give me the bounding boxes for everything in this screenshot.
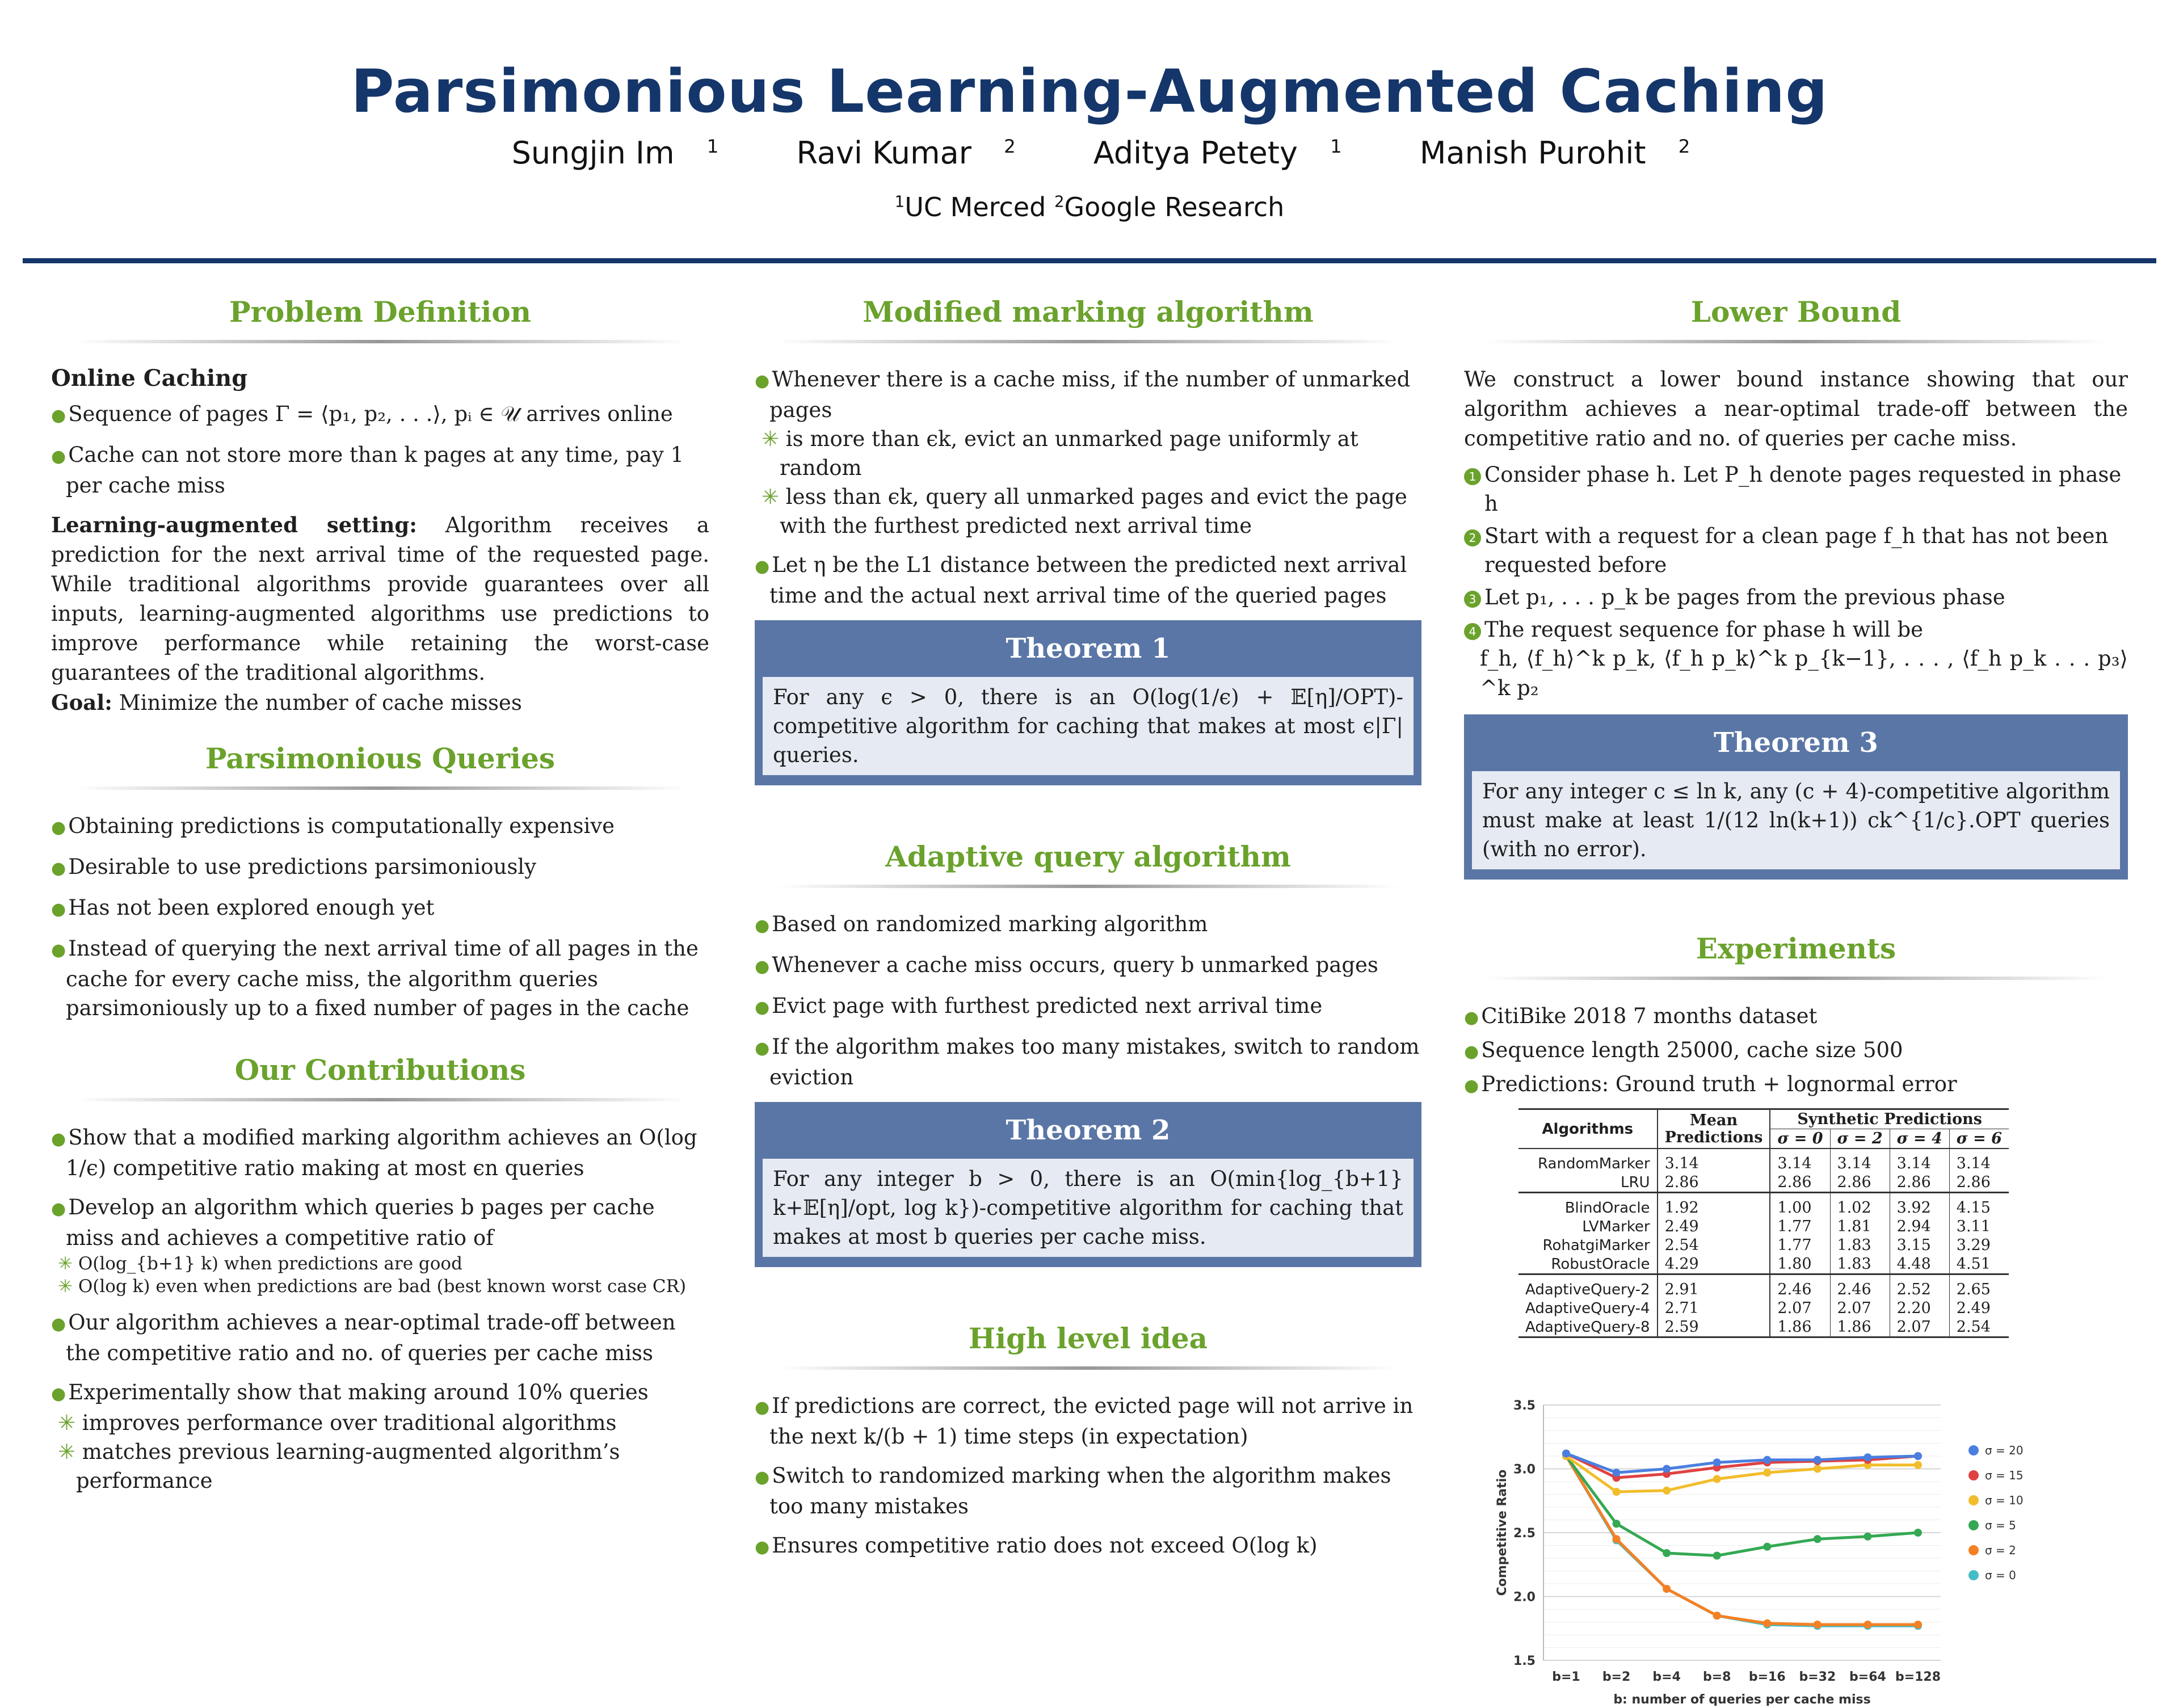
- number-badge: 4: [1464, 623, 1481, 640]
- bullet-list: [51, 1308, 709, 1408]
- table-cell-value: 2.59: [1658, 1318, 1770, 1337]
- legend-label: σ = 20: [1985, 1444, 2024, 1457]
- bullet-icon: ●: [1464, 1008, 1479, 1028]
- data-point: [1914, 1529, 1922, 1537]
- table-cell-value: 2.46: [1830, 1274, 1890, 1299]
- table-cell-value: 1.81: [1830, 1217, 1890, 1236]
- theorem-title: Theorem 3: [1714, 727, 1878, 759]
- section-our-contributions: [51, 1053, 709, 1495]
- data-point: [1713, 1458, 1721, 1466]
- data-point: [1613, 1520, 1621, 1528]
- theorem-title: Theorem 1: [1006, 633, 1171, 664]
- table-row: [1518, 1299, 2009, 1318]
- legend-marker: [1968, 1495, 1979, 1505]
- table-cell-algorithm: BlindOracle: [1518, 1193, 1658, 1218]
- table-cell-value: 2.54: [1658, 1236, 1770, 1255]
- bullet-icon: ●: [51, 1314, 66, 1334]
- asterisk-icon: ✳: [58, 1411, 76, 1435]
- poster-title: Parsimonious Learning-Augmented Caching: [351, 57, 1828, 126]
- list-item: ● Our algorithm achieves a near-optimal trade-off between the competitive ratio and no. of queries per cache miss: [51, 1310, 676, 1365]
- table-cell-value: 2.20: [1890, 1299, 1949, 1318]
- table-cell-value: 2.65: [1956, 1281, 1991, 1298]
- number-badge: 1: [1464, 468, 1481, 485]
- bullet-list: [755, 550, 1421, 610]
- table-row: [1518, 1217, 2009, 1236]
- section-title: Problem Definition: [229, 295, 532, 329]
- table-cell-value: 2.91: [1658, 1274, 1770, 1299]
- table-header: Synthetic Predictions: [1770, 1109, 2009, 1129]
- bullet-list: [51, 1123, 709, 1252]
- theorem-title: Theorem 2: [1006, 1114, 1171, 1146]
- data-point: [1814, 1621, 1822, 1629]
- section-divider: [777, 1366, 1399, 1370]
- bullet-list: [755, 365, 1421, 424]
- author: Manish Purohit $^2$: [1419, 135, 1690, 171]
- x-tick-label: b=2: [1602, 1670, 1631, 1684]
- data-point: [1713, 1552, 1721, 1560]
- list-item: ● Let η be the L1 distance between the predicted next arrival time and the actual next arrival time of the queried pages: [755, 553, 1407, 608]
- data-point: [1713, 1475, 1721, 1483]
- y-tick-label: 2.5: [1513, 1526, 1536, 1541]
- column-left: [51, 295, 709, 1495]
- sub-item: ✳ O(log k) even when predictions are bad (best known worst case CR): [58, 1276, 687, 1297]
- list-item: ● Show that a modified marking algorithm achieves an O(log 1/ϵ) competitive ratio making at most ϵn queries: [51, 1125, 697, 1180]
- data-point: [1763, 1619, 1771, 1627]
- bullet-icon: ●: [51, 859, 66, 878]
- table-cell-algorithm: LRU: [1518, 1173, 1658, 1193]
- data-point: [1914, 1452, 1922, 1460]
- data-point: [1814, 1456, 1822, 1464]
- sub-item: ✳ O(log_{b+1} k) when predictions are good: [58, 1253, 462, 1274]
- sub-item: ✳ improves performance over traditional algorithms: [58, 1411, 617, 1435]
- list-item: ● Obtaining predictions is computationally expensive: [51, 814, 615, 838]
- bullet-icon: ●: [755, 916, 770, 936]
- list-item: ● If the algorithm makes too many mistakes, switch to random eviction: [755, 1034, 1420, 1089]
- table-cell-value: 1.02: [1830, 1193, 1890, 1218]
- subsection-title: Online Caching: [51, 365, 248, 392]
- list-item: ● Experimentally show that making around 10% queries: [51, 1380, 649, 1404]
- list-item: ● Sequence of pages Γ = ⟨p₁, p₂, . . .⟩, pᵢ ∈ 𝒰 arrives online: [51, 402, 673, 426]
- table-cell-value: 3.14: [1658, 1149, 1770, 1173]
- table-cell-value: 3.11: [1956, 1218, 1991, 1235]
- section-high-level-idea: [755, 1322, 1421, 1562]
- data-point: [1713, 1612, 1721, 1619]
- bullet-icon: ●: [51, 1384, 66, 1404]
- numbered-list: [1464, 460, 2128, 644]
- legend-label: σ = 5: [1985, 1518, 2016, 1532]
- table-cell-value: 2.86: [1658, 1173, 1770, 1193]
- competitive-ratio-chart: [1487, 1388, 2105, 1706]
- table-cell-value: 3.14: [1890, 1149, 1949, 1173]
- table-cell-value: 1.77: [1770, 1236, 1830, 1255]
- table-body: [1518, 1149, 2009, 1337]
- bullet-icon: ●: [755, 1398, 770, 1417]
- table-cell-algorithm: LVMarker: [1518, 1217, 1658, 1236]
- data-point: [1863, 1533, 1871, 1541]
- table-cell-algorithm: RohatgiMarker: [1518, 1236, 1658, 1255]
- author-list: [0, 135, 2179, 171]
- table-cell-value: 1.92: [1658, 1193, 1770, 1218]
- number-badge: 2: [1464, 529, 1481, 546]
- table-cell-value: 2.86: [1890, 1173, 1949, 1193]
- results-table-wrapper: [1518, 1108, 2128, 1338]
- table-cell-value: 2.07: [1830, 1299, 1890, 1318]
- section-title: Modified marking algorithm: [863, 295, 1314, 329]
- data-point: [1663, 1549, 1671, 1557]
- table-header: σ = 0: [1770, 1129, 1830, 1149]
- section-divider: [777, 340, 1399, 343]
- table-cell-value: 4.15: [1956, 1199, 1991, 1217]
- bullet-icon: ●: [1464, 1042, 1479, 1062]
- section-title: Adaptive query algorithm: [885, 840, 1291, 873]
- section-title: Experiments: [1696, 932, 1896, 965]
- list-item: ● Ensures competitive ratio does not exceed O(log k): [755, 1533, 1318, 1558]
- table-cell-value: 2.54: [1956, 1318, 1991, 1336]
- paragraph: Goal: Minimize the number of cache misses: [51, 690, 522, 715]
- data-point: [1814, 1465, 1822, 1473]
- table-cell-value: 2.86: [1830, 1173, 1890, 1193]
- asterisk-icon: ✳: [762, 427, 780, 451]
- x-tick-label: b=32: [1799, 1670, 1836, 1684]
- section-title: Our Contributions: [234, 1053, 526, 1087]
- table-row: [1518, 1274, 2009, 1299]
- theorem-body: For any ϵ > 0, there is an O(log(1/ϵ) + 𝔼[η]/OPT)-competitive algorithm for caching that makes at most ϵ|Γ| queries.: [763, 677, 1414, 775]
- section-divider: [1487, 977, 2105, 980]
- table-cell-value: 2.49: [1956, 1299, 1991, 1317]
- table-cell-value: 2.46: [1770, 1274, 1830, 1299]
- data-point: [1863, 1453, 1871, 1461]
- bullet-icon: ●: [755, 1038, 770, 1058]
- table-cell-algorithm: AdaptiveQuery-8: [1518, 1318, 1658, 1337]
- y-tick-label: 3.0: [1513, 1462, 1536, 1477]
- theorem-box: [1464, 714, 2128, 880]
- list-item: ● Whenever a cache miss occurs, query b unmarked pages: [755, 953, 1378, 977]
- x-tick-label: b=4: [1652, 1670, 1681, 1684]
- bullet-icon: ●: [51, 818, 66, 838]
- y-tick-label: 2.0: [1513, 1590, 1536, 1605]
- bullet-list: [1464, 1002, 2128, 1100]
- list-item: ● Evict page with furthest predicted next arrival time: [755, 994, 1323, 1018]
- data-point: [1763, 1456, 1771, 1464]
- asterisk-icon: ✳: [762, 485, 780, 509]
- list-item: ● Has not been explored enough yet: [51, 895, 435, 920]
- bullet-icon: ●: [755, 557, 770, 577]
- bullet-icon: ●: [755, 998, 770, 1017]
- bullet-icon: ●: [51, 447, 66, 466]
- data-point: [1663, 1465, 1671, 1473]
- list-item: ● If predictions are correct, the evicted page will not arrive in the next k/(b + 1) time steps (in expectation): [755, 1394, 1414, 1449]
- section-problem-definition: [51, 295, 709, 718]
- author: Sungjin Im $^1$: [511, 135, 719, 171]
- y-tick-label: 1.5: [1513, 1654, 1536, 1668]
- bullet-list: [755, 1391, 1421, 1562]
- bullet-icon: ●: [755, 1537, 770, 1557]
- sub-item: ✳ matches previous learning-augmented algorithm’s performance: [58, 1440, 620, 1493]
- data-point: [1763, 1543, 1771, 1551]
- section-lower-bound: [1464, 295, 2128, 703]
- data-point: [1562, 1450, 1570, 1458]
- table-header: σ = 6: [1956, 1130, 2002, 1147]
- affiliations: $^1$UC Merced $^2$Google Research: [894, 192, 1285, 222]
- x-tick-label: b=8: [1702, 1670, 1731, 1684]
- poster-header: [0, 0, 2179, 267]
- bullet-icon: ●: [51, 1199, 66, 1219]
- list-item: ● Sequence length 25000, cache size 500: [1464, 1038, 1903, 1062]
- table-row: [1518, 1149, 2009, 1173]
- author: Ravi Kumar $^2$: [796, 135, 1016, 171]
- legend-label: σ = 15: [1985, 1469, 2024, 1482]
- theorem-body: For any integer c ≤ ln k, any (c + 4)-competitive algorithm must make at least 1/(12 ln(k+1)) ck^{1/c}.OPT queries (with no error).: [1472, 771, 2120, 869]
- x-tick-label: b=1: [1552, 1670, 1580, 1684]
- table-row: [1518, 1318, 2009, 1337]
- table-cell-value: 4.29: [1658, 1255, 1770, 1274]
- legend-label: σ = 10: [1985, 1494, 2024, 1507]
- table-cell-value: 2.07: [1890, 1318, 1949, 1337]
- bullet-icon: ●: [51, 899, 66, 919]
- legend-marker: [1968, 1520, 1979, 1530]
- sub-item: ✳ is more than ϵk, evict an unmarked page uniformly at random: [762, 427, 1358, 480]
- bullet-icon: ●: [755, 1467, 770, 1487]
- table-cell-value: 1.86: [1770, 1318, 1830, 1337]
- table-cell-value: 1.86: [1830, 1318, 1890, 1337]
- list-item: ● Instead of querying the next arrival time of all pages in the cache for every cache miss, the algorithm queries parsimoniously up to a fixed number of pages in the cache: [51, 936, 699, 1020]
- table-cell-value: 2.86: [1956, 1173, 1991, 1191]
- table-header: Algorithms: [1518, 1109, 1658, 1149]
- section-parsimonious-queries: [51, 742, 709, 1023]
- table-cell-value: 3.92: [1890, 1193, 1949, 1218]
- table-cell-value: 3.15: [1890, 1236, 1949, 1255]
- section-modified-marking: [755, 295, 1421, 610]
- legend-label: σ = 2: [1985, 1543, 2016, 1557]
- x-tick-label: b=128: [1895, 1670, 1941, 1684]
- theorem-body: For any integer b > 0, there is an O(min{log_{b+1} k+𝔼[η]/opt, log k})-competitive algorithm for caching that makes at most b queries per cache miss.: [763, 1159, 1414, 1257]
- table-cell-algorithm: RobustOracle: [1518, 1255, 1658, 1274]
- legend-label: σ = 0: [1985, 1568, 2016, 1582]
- section-title: Lower Bound: [1690, 295, 1902, 329]
- header-divider: [23, 258, 2156, 263]
- legend-marker: [1968, 1470, 1979, 1480]
- section-divider: [74, 340, 687, 343]
- bullet-list: [755, 910, 1421, 1092]
- table-cell-value: 1.00: [1770, 1193, 1830, 1218]
- list-item: ● CitiBike 2018 7 months dataset: [1464, 1004, 1818, 1028]
- y-tick-label: 3.5: [1513, 1399, 1536, 1413]
- paragraph: Learning-augmented setting: Algorithm receives a prediction for the next arrival time of the requested page. While traditional algorithms provide guarantees over all inputs, learning-augmented algorithms use predictions to improve performance while retaining the worst-case guarantees of the traditional algorithms.: [51, 512, 709, 685]
- x-tick-label: b=16: [1748, 1670, 1786, 1684]
- section-divider: [74, 786, 687, 790]
- table-header: σ = 4: [1890, 1129, 1949, 1149]
- table-cell-value: 2.49: [1658, 1217, 1770, 1236]
- table-cell-value: 1.83: [1830, 1255, 1890, 1274]
- list-item: ● Whenever there is a cache miss, if the number of unmarked pages: [755, 367, 1411, 422]
- y-axis-label: Competitive Ratio: [1495, 1469, 1509, 1596]
- list-item: 1 Consider phase h. Let P_h denote pages requested in phase h: [1464, 460, 2128, 518]
- sub-item: ✳ less than ϵk, query all unmarked pages and evict the page with the furthest predicted next arrival time: [762, 485, 1407, 538]
- data-point: [1663, 1487, 1671, 1495]
- table-row: [1518, 1193, 2009, 1218]
- data-point: [1613, 1488, 1621, 1496]
- data-point: [1914, 1621, 1922, 1629]
- legend-marker: [1968, 1445, 1979, 1455]
- column-right: [1464, 295, 2128, 1708]
- column-middle: [755, 295, 1421, 1572]
- table-cell-algorithm: AdaptiveQuery-2: [1518, 1274, 1658, 1299]
- section-divider: [1487, 340, 2105, 343]
- bullet-list: [51, 811, 709, 1023]
- table-cell-value: 2.07: [1770, 1299, 1830, 1318]
- bullet-icon: ●: [755, 371, 770, 391]
- section-divider: [74, 1098, 687, 1101]
- data-point: [1663, 1585, 1671, 1593]
- bullet-icon: ●: [755, 957, 770, 977]
- table-cell-value: 1.77: [1770, 1217, 1830, 1236]
- table-cell-value: 3.29: [1956, 1236, 1991, 1254]
- table-cell-value: 1.83: [1830, 1236, 1890, 1255]
- asterisk-icon: ✳: [58, 1440, 76, 1464]
- table-cell-value: 2.94: [1890, 1217, 1949, 1236]
- list-item: 2 Start with a request for a clean page f_h that has not been requested before: [1464, 521, 2128, 579]
- section-divider: [777, 885, 1399, 888]
- list-item: ● Develop an algorithm which queries b pages per cache miss and achieves a competitive ratio of: [51, 1195, 655, 1250]
- bullet-icon: ●: [1464, 1076, 1479, 1096]
- section-title: High level idea: [968, 1322, 1208, 1355]
- table-cell-value: 2.52: [1890, 1274, 1949, 1299]
- asterisk-icon: ✳: [58, 1253, 73, 1274]
- legend-marker: [1968, 1570, 1979, 1580]
- data-point: [1613, 1535, 1621, 1543]
- section-title: Parsimonious Queries: [205, 742, 555, 775]
- table-cell-value: 3.14: [1830, 1149, 1890, 1173]
- table-cell-value: 2.71: [1658, 1299, 1770, 1318]
- table-cell-value: 3.14: [1956, 1155, 1991, 1172]
- data-point: [1763, 1469, 1771, 1476]
- data-point: [1863, 1621, 1871, 1629]
- table-row: [1518, 1173, 2009, 1193]
- table-cell-algorithm: AdaptiveQuery-4: [1518, 1299, 1658, 1318]
- list-item: 3 Let p₁, . . . p_k be pages from the previous phase: [1464, 583, 2128, 612]
- chart-wrapper: [1487, 1388, 2128, 1708]
- table-cell-value: 1.80: [1770, 1255, 1830, 1274]
- list-item: 4 The request sequence for phase h will be: [1464, 615, 2128, 644]
- table-row: [1518, 1236, 2009, 1255]
- table-cell-value: 4.51: [1956, 1255, 1991, 1273]
- section-experiments: [1464, 932, 2128, 1708]
- asterisk-icon: ✳: [58, 1276, 73, 1297]
- formula: f_h, ⟨f_h⟩^k p_k, ⟨f_h p_k⟩^k p_{k−1}, . . . , ⟨f_h p_k . . . p₃⟩^k p₂: [1480, 646, 2128, 700]
- paragraph: We construct a lower bound instance showing that our algorithm achieves a near-optimal trade-off between the competitive ratio and no. of queries per cache miss.: [1464, 367, 2128, 451]
- section-adaptive-query: [755, 840, 1421, 1092]
- theorem-box: [755, 1102, 1421, 1267]
- table-header: Mean Predictions: [1658, 1109, 1770, 1149]
- list-item: ● Desirable to use predictions parsimoniously: [51, 855, 537, 879]
- x-axis-label: b: number of queries per cache miss: [1613, 1693, 1871, 1706]
- x-tick-label: b=64: [1849, 1670, 1886, 1684]
- table-cell-value: 2.86: [1770, 1173, 1830, 1193]
- theorem-box: [755, 620, 1421, 785]
- results-table: [1518, 1108, 2009, 1338]
- table-cell-algorithm: RandomMarker: [1518, 1149, 1658, 1173]
- bullet-list: [51, 399, 709, 500]
- data-point: [1914, 1461, 1922, 1469]
- bullet-icon: ●: [51, 406, 66, 426]
- table-header: σ = 2: [1830, 1129, 1890, 1149]
- table-cell-value: 3.14: [1770, 1149, 1830, 1173]
- author: Aditya Petety $^1$: [1093, 135, 1342, 171]
- list-item: ● Based on randomized marking algorithm: [755, 912, 1208, 936]
- number-badge: 3: [1464, 591, 1481, 608]
- table-cell-value: 4.48: [1890, 1255, 1949, 1274]
- list-item: ● Switch to randomized marking when the algorithm makes too many mistakes: [755, 1463, 1391, 1518]
- list-item: ● Predictions: Ground truth + lognormal error: [1464, 1072, 1957, 1096]
- list-item: ● Cache can not store more than k pages at any time, pay 1 per cache miss: [51, 443, 684, 498]
- legend-marker: [1968, 1545, 1979, 1555]
- bullet-icon: ●: [51, 1129, 66, 1149]
- bullet-icon: ●: [51, 940, 66, 960]
- data-point: [1814, 1535, 1822, 1543]
- data-point: [1613, 1469, 1621, 1476]
- table-row: [1518, 1255, 2009, 1274]
